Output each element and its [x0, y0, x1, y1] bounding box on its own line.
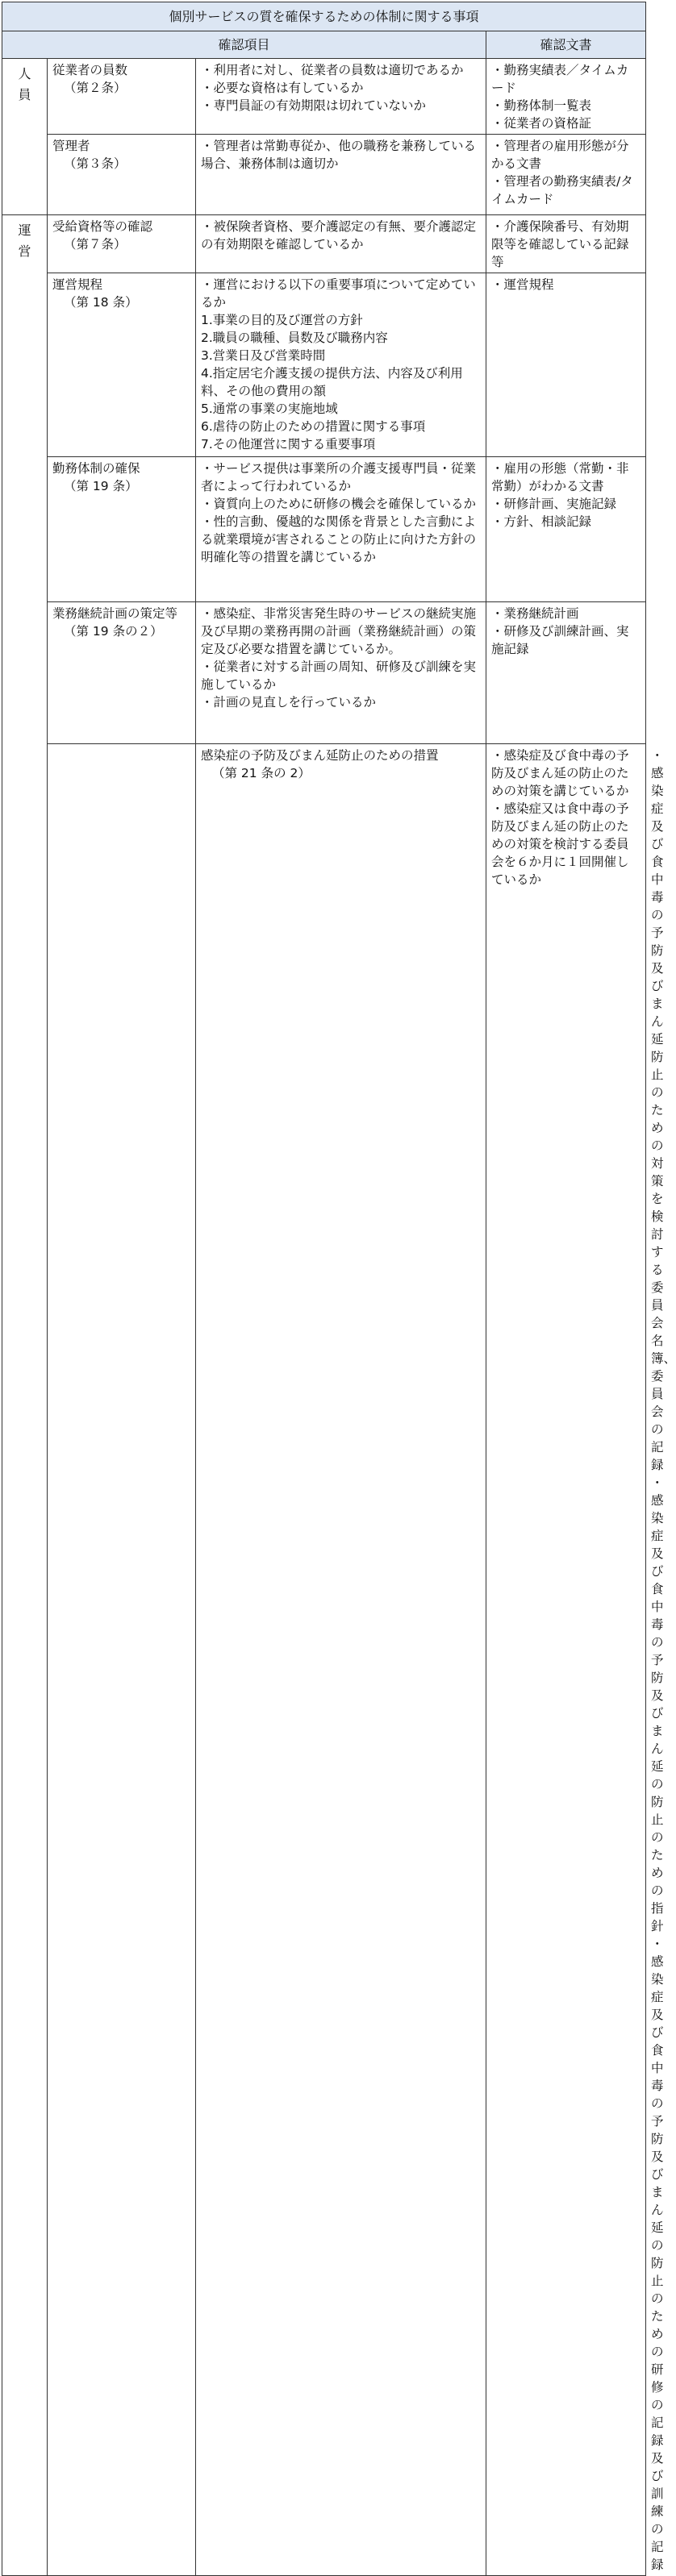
- documents-cell: ・勤務実績表／タイムカード ・勤務体制一覧表 ・従業者の資格証: [486, 59, 646, 135]
- table-row: [2, 59, 646, 135]
- table-row: [2, 457, 646, 602]
- check-items-cell: ・管理者は常勤専従か、他の職務を兼務している場合、兼務体制は適切か: [196, 135, 486, 215]
- documents-cell: ・業務継続計画 ・研修及び訓練計画、実施記録: [486, 602, 646, 744]
- category-operation: 運 営: [2, 215, 48, 2576]
- check-items-cell: ・運営における以下の重要事項について定めているか 1.事業の目的及び運営の方針 2.職員の職種、員数及び職務内容 3.営業日及び営業時間 4.指定居宅介護支援の提供方法、内容及び利用料、その他の費用の額 5.通常の事業の実施地域 6.虐待の防止のための措置に関する事項 7.その他運営に関する重要事項: [196, 273, 486, 457]
- item-name-cell: 運営規程 （第 18 条）: [48, 273, 196, 457]
- table-row: 感染症の予防及びまん延防止のための措置 （第 21 条の 2） ・感染症及び食中毒の予防及びまん延の防止のための対策を講じているか ・感染症又は食中毒の予防及びまん延の防止のための対策を検討する委員会を６か月に１回開催しているか ・感染症及び食中毒の予防及びまん延防止のための対策を検討する委員会名簿、委員会の記録 ・感染症及び食中毒の予防及びまん延の防止のための指針 ・感染症及び食中毒の予防及びまん延の防止のための研修の記録及び訓練の記録: [2, 744, 646, 2576]
- category-blank: [48, 744, 196, 2576]
- inspection-table: [2, 2, 676, 2576]
- table-row: [2, 273, 646, 457]
- item-name-cell: 感染症の予防及びまん延防止のための措置 （第 21 条の 2）: [196, 744, 486, 2576]
- item-name-cell: 受給資格等の確認 （第７条）: [48, 215, 196, 273]
- header-check-items: 確認項目: [2, 31, 486, 59]
- check-items-cell: ・被保険者資格、要介護認定の有無、要介護認定の有効期限を確認しているか: [196, 215, 486, 273]
- item-name-cell: 管理者 （第３条）: [48, 135, 196, 215]
- check-items-cell: ・サービス提供は事業所の介護支援専門員・従業者によって行われているか ・資質向上のために研修の機会を確保しているか ・性的言動、優越的な関係を背景とした言動による就業環境が害されることの防止に向けた方針の明確化等の措置を講じているか: [196, 457, 486, 602]
- table-row: [2, 215, 646, 273]
- item-name-cell: 業務継続計画の策定等 （第 19 条の２）: [48, 602, 196, 744]
- table-title: 個別サービスの質を確保するための体制に関する事項: [2, 2, 646, 31]
- table-row: [2, 602, 646, 744]
- check-items-cell: ・利用者に対し、従業者の員数は適切であるか ・必要な資格は有しているか ・専門員証の有効期限は切れていないか: [196, 59, 486, 135]
- item-name-cell: 勤務体制の確保 （第 19 条）: [48, 457, 196, 602]
- documents-cell: ・雇用の形態（常勤・非常勤）がわかる文書 ・研修計画、実施記録 ・方針、相談記録: [486, 457, 646, 602]
- table-row: [2, 135, 646, 215]
- documents-cell: ・管理者の雇用形態が分かる文書 ・管理者の勤務実績表/タイムカード: [486, 135, 646, 215]
- check-items-cell: ・感染症、非常災害発生時のサービスの継続実施及び早期の業務再開の計画（業務継続計画）の策定及び必要な措置を講じているか。 ・従業者に対する計画の周知、研修及び訓練を実施しているか ・計画の見直しを行っているか: [196, 602, 486, 744]
- item-name-cell: 従業者の員数 （第２条）: [48, 59, 196, 135]
- header-documents: 確認文書: [486, 31, 646, 59]
- category-staff: 人 員: [2, 59, 48, 215]
- documents-cell: ・運営規程: [486, 273, 646, 457]
- documents-cell: ・介護保険番号、有効期限等を確認している記録等: [486, 215, 646, 273]
- check-items-cell: ・感染症及び食中毒の予防及びまん延の防止のための対策を講じているか ・感染症又は食中毒の予防及びまん延の防止のための対策を検討する委員会を６か月に１回開催しているか: [486, 744, 646, 2576]
